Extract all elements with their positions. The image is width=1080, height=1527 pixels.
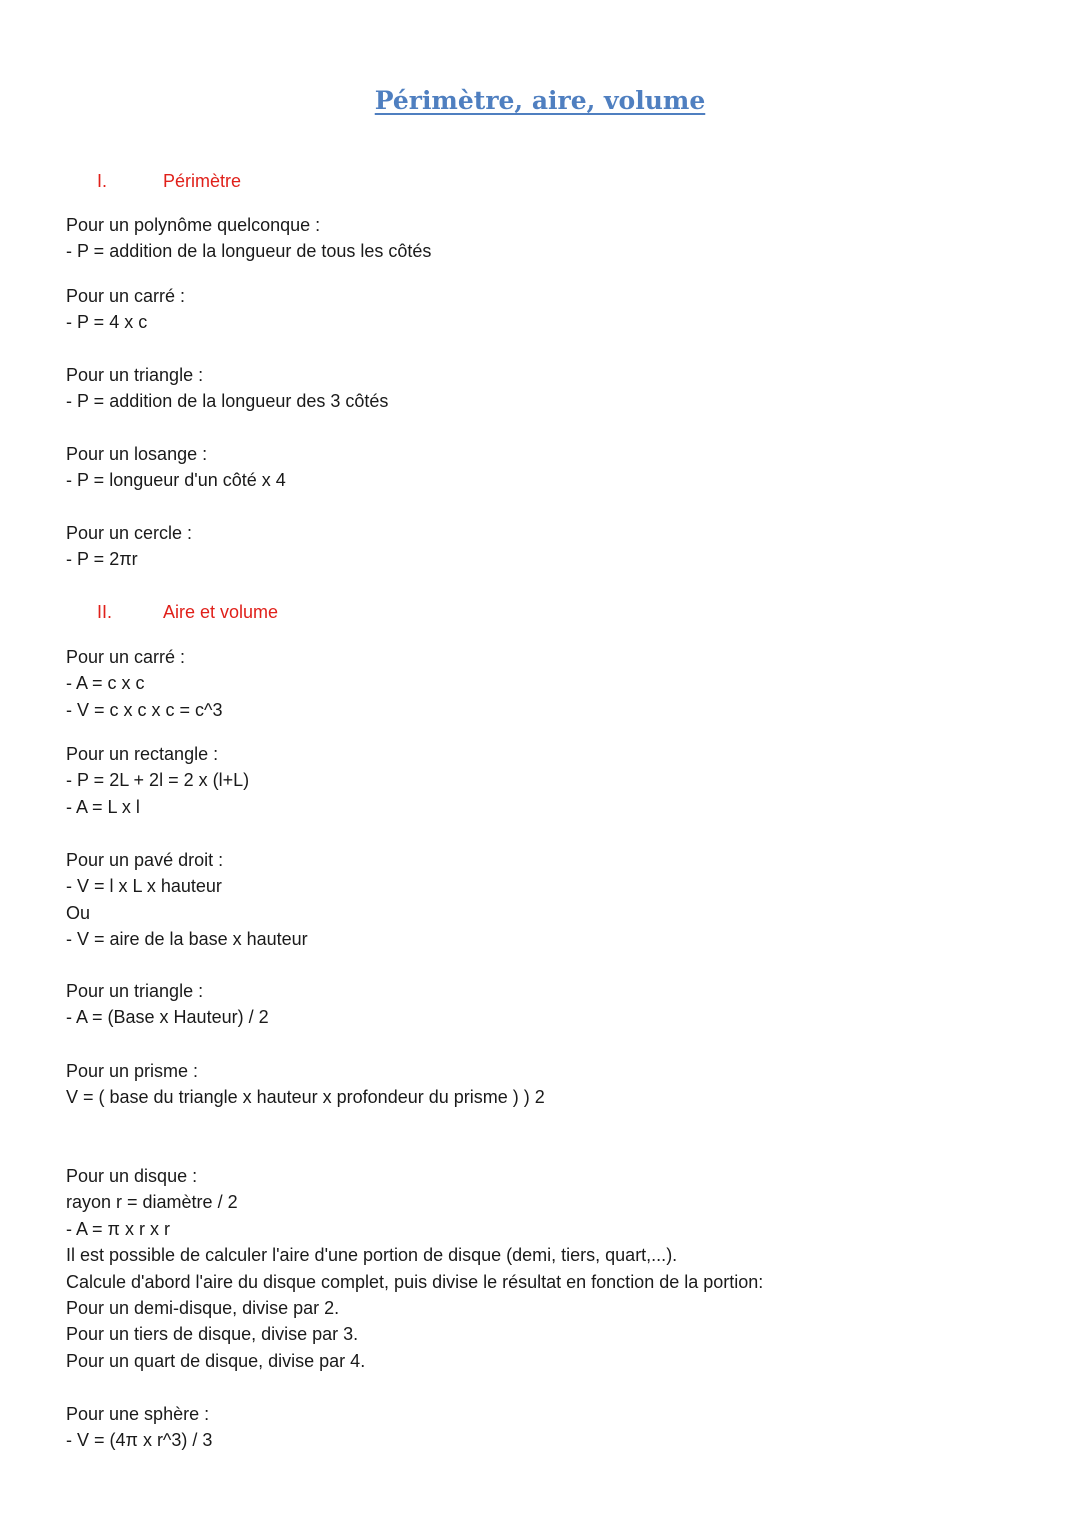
block-sphere xyxy=(66,1401,212,1454)
block-carre-aire xyxy=(66,644,223,723)
block-disque xyxy=(66,1163,763,1374)
text-line: Pour un rectangle : xyxy=(66,744,219,764)
section-title: Périmètre xyxy=(163,171,242,191)
text-line: - A = c x c xyxy=(66,673,145,694)
section-heading-aire-volume xyxy=(97,599,278,625)
text-line: - P = longueur d'un côté x 4 xyxy=(66,470,286,491)
text-line: - P = addition de la longueur de tous les côtés xyxy=(66,241,432,262)
text-line: Pour un carré : xyxy=(66,647,186,667)
text-line: - P = addition de la longueur des 3 côtés xyxy=(66,391,389,412)
section-number: II. xyxy=(97,602,113,622)
text-line: Pour un prisme : xyxy=(66,1061,199,1081)
block-cercle xyxy=(66,520,192,573)
text-line: Pour un losange : xyxy=(66,444,208,464)
section-heading-perimetre xyxy=(97,168,241,194)
text-line: - P = 2πr xyxy=(66,549,138,570)
text-line: Pour un disque : xyxy=(66,1166,198,1186)
text-line: Pour un pavé droit : xyxy=(66,850,224,870)
text-line: - A = π x r x r xyxy=(66,1218,170,1239)
text-line: - P = 4 x c xyxy=(66,312,148,333)
text-line: Ou xyxy=(66,902,91,923)
block-carre-perimetre xyxy=(66,283,185,336)
block-pave-droit xyxy=(66,847,308,953)
page-title: Périmètre, aire, volume xyxy=(374,86,706,115)
text-line: Pour un triangle : xyxy=(66,981,204,1001)
text-line: Pour un carré : xyxy=(66,286,186,306)
block-triangle-aire xyxy=(66,978,269,1031)
text-line: - A = (Base x Hauteur) / 2 xyxy=(66,1007,269,1028)
text-line: Pour une sphère : xyxy=(66,1404,210,1424)
text-line: Calcule d'abord l'aire du disque complet, puis divise le résultat en fonction de la portion: xyxy=(66,1271,764,1292)
text-line: V = ( base du triangle x hauteur x profondeur du prisme ) ) 2 xyxy=(66,1087,545,1108)
block-triangle-perimetre xyxy=(66,362,388,415)
section-title: Aire et volume xyxy=(163,602,279,622)
block-losange xyxy=(66,441,286,494)
text-line: Pour un quart de disque, divise par 4. xyxy=(66,1350,366,1371)
text-line: - V = (4π x r^3) / 3 xyxy=(66,1430,213,1451)
text-line: - V = c x c x c = c^3 xyxy=(66,699,223,720)
text-line: - V = aire de la base x hauteur xyxy=(66,929,308,950)
text-line: - A = L x l xyxy=(66,796,140,817)
text-line: Pour un tiers de disque, divise par 3. xyxy=(66,1324,359,1345)
text-line: Pour un demi-disque, divise par 2. xyxy=(66,1298,340,1319)
section-number: I. xyxy=(97,171,108,191)
text-line: Pour un cercle : xyxy=(66,523,193,543)
text-line: rayon r = diamètre / 2 xyxy=(66,1192,238,1213)
block-prisme xyxy=(66,1058,545,1111)
block-polynome xyxy=(66,212,431,265)
block-rectangle xyxy=(66,741,249,820)
text-line: Il est possible de calculer l'aire d'une portion de disque (demi, tiers, quart,...). xyxy=(66,1245,678,1266)
text-line: - V = l x L x hauteur xyxy=(66,876,222,897)
text-line: - P = 2L + 2l = 2 x (l+L) xyxy=(66,770,250,791)
text-line: Pour un triangle : xyxy=(66,365,204,385)
text-line: Pour un polynôme quelconque : xyxy=(66,215,321,235)
